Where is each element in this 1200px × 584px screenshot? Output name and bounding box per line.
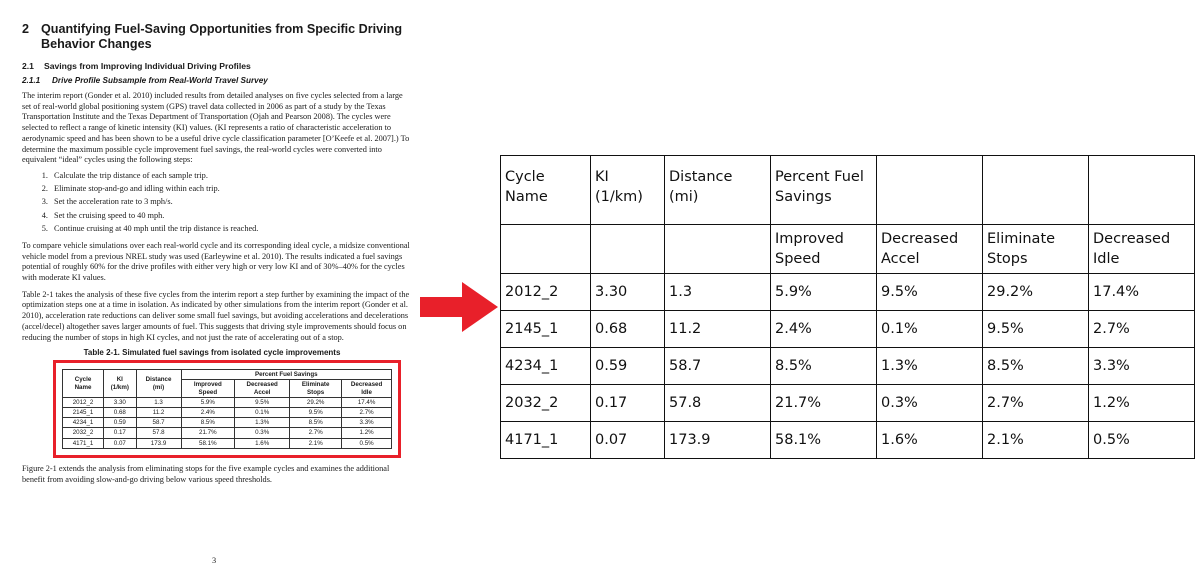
cell-improved-speed: 21.7% [771, 385, 877, 422]
subsection-title: Savings from Improving Individual Driving Profiles [44, 61, 251, 71]
cell-decreased-accel: 1.6% [877, 422, 983, 459]
mini-cell: 11.2 [136, 408, 181, 418]
mini-cell: 8.5% [181, 418, 235, 428]
subsection-heading [22, 61, 412, 71]
cell-improved-speed: 2.4% [771, 311, 877, 348]
mini-row [63, 408, 392, 418]
cell-eliminate-stops: 29.2% [983, 274, 1089, 311]
table-row [501, 385, 1195, 422]
mini-row [63, 438, 392, 448]
cell-ki: 3.30 [591, 274, 665, 311]
mini-cell: 58.7 [136, 418, 181, 428]
cell-decreased-accel: 1.3% [877, 348, 983, 385]
paragraph-3: Table 2-1 takes the analysis of these five cycles from the interim report a step further by examining the impact of the optimization steps one at a time in isolation. As indicated by other simulations from the interim report (Gonder et al. 2010), acceleration rate reductions can deliver some small fuel savings, but avoiding accelerations and decelerations (accel/decel) altogether saves larger amounts of fuel. This suggests that driving style improvements should focus on reducing the number of stops in high KI cycles, and not just the rate of accelerating out of a stop. [22, 289, 410, 342]
cell-distance: 57.8 [665, 385, 771, 422]
mini-subheader: Decreased Accel [235, 380, 290, 397]
cell-ki: 0.07 [591, 422, 665, 459]
table-row [501, 348, 1195, 385]
mini-subheader: Decreased Idle [342, 380, 392, 397]
cell-eliminate-stops: 9.5% [983, 311, 1089, 348]
subsubsection-title: Drive Profile Subsample from Real-World Travel Survey [52, 76, 268, 85]
cell-ki: 0.59 [591, 348, 665, 385]
mini-header-group: Percent Fuel Savings [181, 370, 392, 380]
header-ki: KI (1/km) [591, 156, 665, 225]
mini-cell: 1.3% [235, 418, 290, 428]
cell-decreased-accel: 0.3% [877, 385, 983, 422]
cell-decreased-accel: 9.5% [877, 274, 983, 311]
subheader-decreased-accel: Decreased Accel [877, 225, 983, 274]
mini-cell: 3.30 [104, 397, 137, 407]
cell-eliminate-stops: 8.5% [983, 348, 1089, 385]
mini-cell: 0.3% [235, 428, 290, 438]
mini-cell: 2.4% [181, 408, 235, 418]
mini-cell: 4234_1 [63, 418, 104, 428]
cell-decreased-idle: 1.2% [1089, 385, 1195, 422]
subheader-improved-speed: Improved Speed [771, 225, 877, 274]
cell-distance: 1.3 [665, 274, 771, 311]
section-title: Quantifying Fuel-Saving Opportunities from Specific Driving Behavior Changes [41, 22, 403, 51]
cell-decreased-idle: 2.7% [1089, 311, 1195, 348]
mini-row [63, 397, 392, 407]
cell-improved-speed: 5.9% [771, 274, 877, 311]
mini-cell: 5.9% [181, 397, 235, 407]
steps-list [22, 169, 412, 235]
paragraph-4: Figure 2-1 extends the analysis from eliminating stops for the five example cycles and examines the additional benefit from avoiding slow-and-go driving below various speed thresholds. [22, 463, 390, 484]
mini-cell: 57.8 [136, 428, 181, 438]
table-row [501, 274, 1195, 311]
mini-cell: 1.2% [342, 428, 392, 438]
paragraph-2: To compare vehicle simulations over each real-world cycle and its corresponding ideal cycle, a midsize conventional vehicle model from a previous NREL study was used (Earleywine et al. 2010). The results indicated a fuel savings potential of roughly 60% for the drive profiles with either very high or very low KI and of 30%–40% for the cycles with moderate KI values. [22, 240, 410, 283]
subsubsection-number: 2.1.1 [22, 76, 41, 85]
mini-cell: 0.5% [342, 438, 392, 448]
cell-decreased-idle: 3.3% [1089, 348, 1195, 385]
mini-cell: 3.3% [342, 418, 392, 428]
header-cycle-name: Cycle Name [501, 156, 591, 225]
subsubsection-heading [22, 76, 412, 85]
cell-cycle-name: 2012_2 [501, 274, 591, 311]
mini-cell: 2.7% [342, 408, 392, 418]
cell-improved-speed: 58.1% [771, 422, 877, 459]
step-item: 4. Set the cruising speed to 40 mph. [50, 209, 412, 222]
cell-eliminate-stops: 2.1% [983, 422, 1089, 459]
subheader-empty [591, 225, 665, 274]
mini-cell: 173.9 [136, 438, 181, 448]
section-number: 2 [22, 22, 30, 36]
cell-cycle-name: 4171_1 [501, 422, 591, 459]
mini-cell: 0.59 [104, 418, 137, 428]
mini-header-distance: Distance (mi) [136, 370, 181, 398]
mini-cell: 0.07 [104, 438, 137, 448]
header-empty [983, 156, 1089, 225]
step-item: 1. Calculate the trip distance of each sample trip. [50, 169, 412, 182]
cell-ki: 0.68 [591, 311, 665, 348]
highlighted-table-box [53, 360, 401, 458]
arrow-right-icon [420, 282, 498, 332]
mini-row [63, 428, 392, 438]
mini-cell: 1.6% [235, 438, 290, 448]
table-header-row [501, 156, 1195, 225]
mini-header-ki: KI (1/km) [104, 370, 137, 398]
mini-cell: 2.7% [290, 428, 342, 438]
mini-cell: 1.3 [136, 397, 181, 407]
header-distance: Distance (mi) [665, 156, 771, 225]
mini-cell: 2.1% [290, 438, 342, 448]
table-row [501, 311, 1195, 348]
mini-cell: 9.5% [290, 408, 342, 418]
cell-eliminate-stops: 2.7% [983, 385, 1089, 422]
cell-distance: 173.9 [665, 422, 771, 459]
mini-row [63, 418, 392, 428]
mini-header-cycle: Cycle Name [63, 370, 104, 398]
mini-cell: 2145_1 [63, 408, 104, 418]
mini-cell: 0.68 [104, 408, 137, 418]
subheader-empty [665, 225, 771, 274]
header-empty [877, 156, 983, 225]
table-subheader-row [501, 225, 1195, 274]
subheader-decreased-idle: Decreased Idle [1089, 225, 1195, 274]
cell-decreased-idle: 0.5% [1089, 422, 1195, 459]
step-item: 2. Eliminate stop-and-go and idling within each trip. [50, 182, 412, 195]
mini-cell: 2032_2 [63, 428, 104, 438]
table-row [501, 422, 1195, 459]
table-caption: Table 2-1. Simulated fuel savings from isolated cycle improvements [83, 348, 341, 358]
mini-cell: 29.2% [290, 397, 342, 407]
cell-cycle-name: 2032_2 [501, 385, 591, 422]
mini-subheader: Improved Speed [181, 380, 235, 397]
cell-distance: 11.2 [665, 311, 771, 348]
page-number: 3 [212, 556, 217, 565]
section-heading [22, 22, 412, 52]
mini-cell: 21.7% [181, 428, 235, 438]
fuel-savings-table [500, 155, 1195, 459]
cell-cycle-name: 4234_1 [501, 348, 591, 385]
subheader-eliminate-stops: Eliminate Stops [983, 225, 1089, 274]
subsection-number: 2.1 [22, 61, 34, 71]
mini-cell: 0.17 [104, 428, 137, 438]
cell-improved-speed: 8.5% [771, 348, 877, 385]
cell-decreased-idle: 17.4% [1089, 274, 1195, 311]
mini-table [62, 369, 392, 449]
mini-cell: 17.4% [342, 397, 392, 407]
mini-cell: 0.1% [235, 408, 290, 418]
paragraph-1: The interim report (Gonder et al. 2010) included results from detailed analyses on five cycles selected from a large set of real-world global positioning system (GPS) travel data collected in 2006 as part of a study by the Texas Transportation Institute and the Texas Department of Transportation (Ojah and Pearson 2008). The cycles were selected to reflect a range of kinetic intensity (KI) values. (KI represents a ratio of characteristic acceleration to aerodynamic speed and has been shown to be a useful drive cycle classification parameter [O’Keefe et al. 2007].) To determine the maximum possible cycle improvement fuel savings, the real-world cycles were converted into equivalent “ideal” cycles using the following steps: [22, 91, 410, 165]
mini-cell: 2012_2 [63, 397, 104, 407]
step-item: 5. Continue cruising at 40 mph until the trip distance is reached. [50, 222, 412, 235]
cell-decreased-accel: 0.1% [877, 311, 983, 348]
cell-ki: 0.17 [591, 385, 665, 422]
header-percent-fuel-savings: Percent Fuel Savings [771, 156, 877, 225]
mini-cell: 9.5% [235, 397, 290, 407]
document-page [22, 14, 412, 485]
mini-cell: 8.5% [290, 418, 342, 428]
cell-distance: 58.7 [665, 348, 771, 385]
cell-cycle-name: 2145_1 [501, 311, 591, 348]
mini-cell: 4171_1 [63, 438, 104, 448]
step-item: 3. Set the acceleration rate to 3 mph/s. [50, 195, 412, 208]
subheader-empty [501, 225, 591, 274]
mini-subheader: Eliminate Stops [290, 380, 342, 397]
mini-cell: 58.1% [181, 438, 235, 448]
header-empty [1089, 156, 1195, 225]
